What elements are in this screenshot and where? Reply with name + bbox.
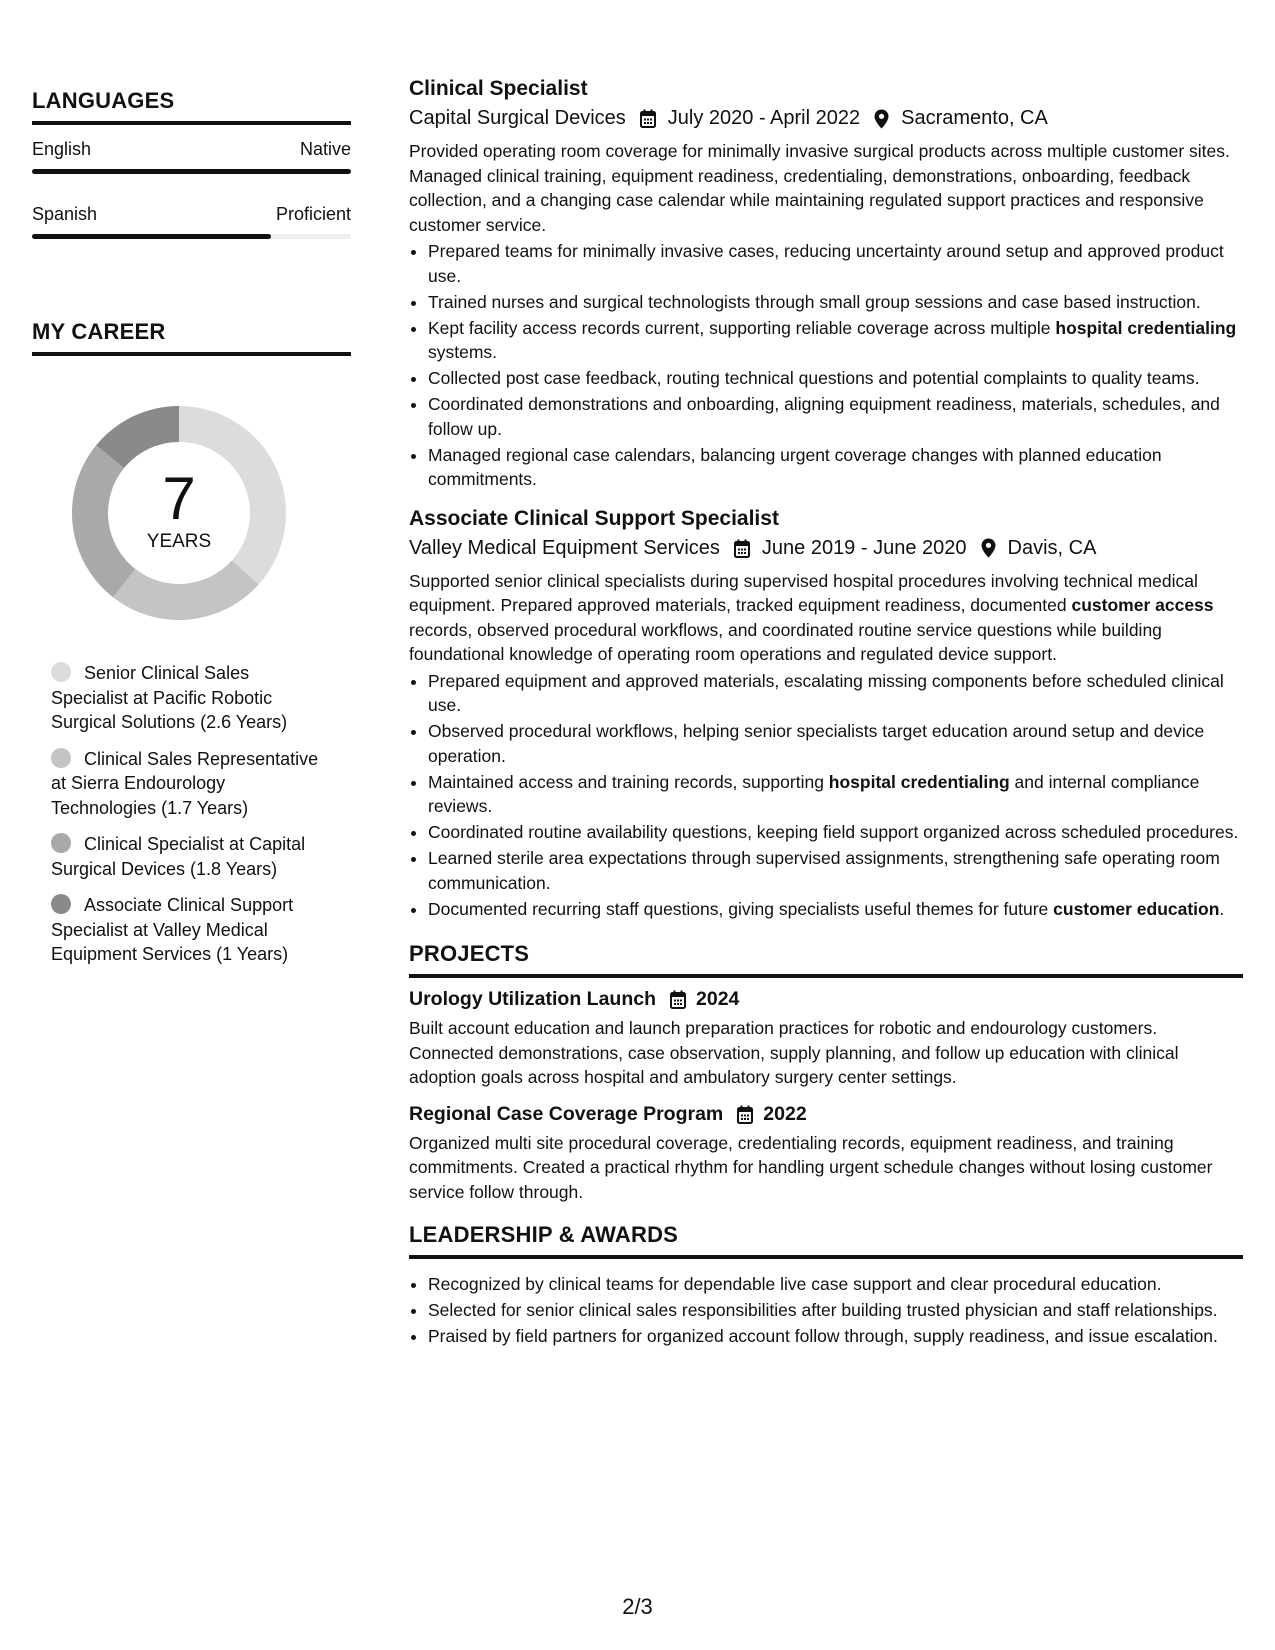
page-number: 2/3 — [622, 1594, 653, 1619]
job-title: Clinical Specialist — [409, 77, 588, 100]
career-donut-chart — [65, 399, 293, 627]
job-bullets — [409, 669, 1243, 922]
job-bullet — [428, 316, 1243, 365]
job-bullet — [428, 719, 1243, 768]
location-pin-icon — [981, 538, 996, 558]
awards-list — [409, 1272, 1243, 1349]
company-name: Capital Surgical Devices — [409, 107, 626, 129]
career-section — [32, 319, 351, 967]
language-item-english — [32, 139, 351, 174]
calendar-icon — [640, 109, 656, 128]
languages-section — [32, 88, 351, 239]
bullet-text: Prepared equipment and approved materials, escalating missing components before scheduled clinical use. — [428, 670, 1224, 715]
legend-label: Associate Clinical Support Specialist at Valley Medical Equipment Services (1 Years) — [51, 895, 294, 964]
job-description — [409, 569, 1243, 667]
project-description: Organized multi site procedural coverage, credentialing records, equipment readiness, and training commitments. Created a practical rhythm for handling urgent schedule changes without losing customer service follow through. — [409, 1132, 1213, 1202]
legend-item — [51, 893, 331, 967]
job-bullet — [428, 846, 1243, 895]
bullet-text: Managed regional case calendars, balancing urgent coverage changes with planned education commitments. — [428, 444, 1162, 489]
job-bullet — [428, 366, 1243, 391]
job-description: Provided operating room coverage for minimally invasive surgical products across multiple customer sites. Managed clinical training, equipment readiness, credentialing, demonstrations, onboarding, feedback collection, and a changing case calendar while maintaining regulated support practices and responsive customer service. — [409, 141, 1230, 235]
job-bullet — [428, 443, 1243, 492]
legend-dot-icon — [51, 894, 71, 914]
awards-section — [409, 1222, 1243, 1349]
bullet-keyword: customer education — [1053, 898, 1220, 919]
company-name: Valley Medical Equipment Services — [409, 536, 720, 559]
award-item: • Recognized by clinical teams for dependable live case support and clear procedural education. — [428, 1272, 1243, 1297]
donut-center-label — [65, 399, 293, 627]
project-header — [409, 1103, 1243, 1126]
job-dates: June 2019 - June 2020 — [761, 536, 967, 559]
bullet-text: Learned sterile area expectations through supervised assignments, strengthening safe operating room communication. — [428, 848, 1220, 893]
legend-label: Clinical Sales Representative at Sierra Endourology Technologies (1.7 Years) — [51, 748, 319, 818]
bullet-text: Documented recurring staff questions, giving specialists useful themes for future — [428, 898, 1054, 919]
job-bullet — [428, 290, 1243, 315]
job-bullets — [409, 239, 1243, 492]
location-pin-icon — [874, 109, 889, 129]
description-text: records, observed procedural workflows, and coordinated routine service questions while building foundational knowledge of operating room operations and regulated device support. — [409, 619, 1162, 664]
legend-dot-icon — [51, 748, 71, 768]
bullet-keyword: hospital credentialing — [828, 771, 1010, 792]
project-description: Built account education and launch preparation practices for robotic and endourology customers. Connected demonstrations, case observation, supply planning, and follow up education with clinical adoption goals across hospital and ambulatory surgery center settings. — [409, 1018, 1179, 1087]
awards-heading: LEADERSHIP & AWARDS — [409, 1222, 1243, 1259]
left-column — [32, 88, 351, 979]
legend-dot-icon — [51, 662, 71, 682]
job-bullet — [428, 239, 1243, 288]
bullet-text: Kept facility access records current, supporting reliable coverage across multiple — [428, 317, 1056, 338]
project-year: 2024 — [696, 988, 740, 1010]
legend-label: Senior Clinical Sales Specialist at Pacific Robotic Surgical Solutions (2.6 Years) — [51, 663, 288, 732]
description-text: Supported senior clinical specialists during supervised hospital procedures involving technical medical equipment. Prepared approved materials, tracked equipment readiness, documented — [409, 570, 1198, 615]
bullet-text: Coordinated routine availability questions, keeping field support organized across scheduled procedures. — [428, 822, 1239, 842]
job-bullet — [428, 770, 1243, 819]
job-bullet — [428, 392, 1243, 441]
job-bullet — [428, 820, 1243, 845]
project-entry — [409, 1103, 1243, 1205]
language-proficiency-bar — [32, 169, 351, 174]
job-title: Associate Clinical Support Specialist — [409, 506, 779, 530]
bullet-text: Trained nurses and surgical technologists through small group sessions and case based instruction. — [428, 291, 1201, 312]
language-name: English — [32, 139, 92, 159]
language-proficiency-fill — [32, 169, 351, 174]
languages-heading: LANGUAGES — [32, 88, 351, 125]
award-item: • Selected for senior clinical sales responsibilities after building trusted physician and staff relationships. — [428, 1298, 1243, 1323]
bullet-text: Prepared teams for minimally invasive cases, reducing uncertainty around setup and approved product use. — [428, 241, 1224, 286]
project-year: 2022 — [763, 1102, 807, 1125]
project-title: Urology Utilization Launch — [409, 988, 656, 1010]
total-years-value: 7 — [162, 465, 196, 532]
language-level: Native — [299, 139, 351, 159]
legend-item — [51, 661, 331, 735]
legend-item — [51, 832, 331, 881]
award-item: • Praised by field partners for organized account follow through, supply readiness, and issue escalation. — [428, 1324, 1243, 1349]
bullet-text: Maintained access and training records, supporting — [428, 771, 829, 792]
career-legend — [51, 661, 331, 967]
project-header — [409, 988, 1243, 1011]
legend-item — [51, 747, 331, 821]
bullet-text: Observed procedural workflows, helping senior specialists target education around setup and device operation. — [428, 721, 1205, 766]
project-title: Regional Case Coverage Program — [409, 1102, 724, 1125]
language-name: Spanish — [32, 204, 98, 224]
bullet-text: systems. — [428, 342, 498, 362]
calendar-icon — [737, 1105, 753, 1124]
legend-label: Clinical Specialist at Capital Surgical Devices (1.8 Years) — [51, 834, 306, 879]
job-bullet — [428, 897, 1243, 922]
bullet-text: . — [1219, 898, 1225, 919]
experience-entry — [409, 76, 1243, 492]
language-proficiency-bar — [32, 234, 351, 239]
language-item-spanish — [32, 204, 351, 239]
calendar-icon — [734, 539, 750, 558]
description-keyword: customer access — [1071, 595, 1214, 615]
bullet-keyword: hospital credentialing — [1055, 317, 1237, 338]
experience-entry — [409, 506, 1243, 922]
bullet-text: Collected post case feedback, routing technical questions and potential complaints to quality teams. — [428, 368, 1200, 388]
projects-heading: PROJECTS — [409, 941, 1243, 978]
job-location: Sacramento, CA — [901, 107, 1048, 129]
language-proficiency-fill — [32, 234, 271, 239]
projects-section — [409, 941, 1243, 1204]
bullet-text: Coordinated demonstrations and onboarding, aligning equipment readiness, materials, schedules, and follow up. — [428, 394, 1220, 439]
job-bullet — [428, 669, 1243, 718]
right-column — [409, 76, 1243, 1350]
bullet-text: and internal compliance reviews. — [428, 771, 1200, 816]
language-level: Proficient — [275, 204, 351, 224]
job-meta — [409, 537, 1243, 560]
job-location: Davis, CA — [1007, 536, 1097, 559]
job-meta — [409, 107, 1243, 130]
calendar-icon — [670, 990, 686, 1009]
job-dates: July 2020 - April 2022 — [667, 107, 861, 129]
legend-dot-icon — [51, 833, 71, 853]
career-heading: MY CAREER — [32, 319, 351, 356]
project-entry — [409, 988, 1243, 1090]
years-label: YEARS — [146, 531, 212, 552]
